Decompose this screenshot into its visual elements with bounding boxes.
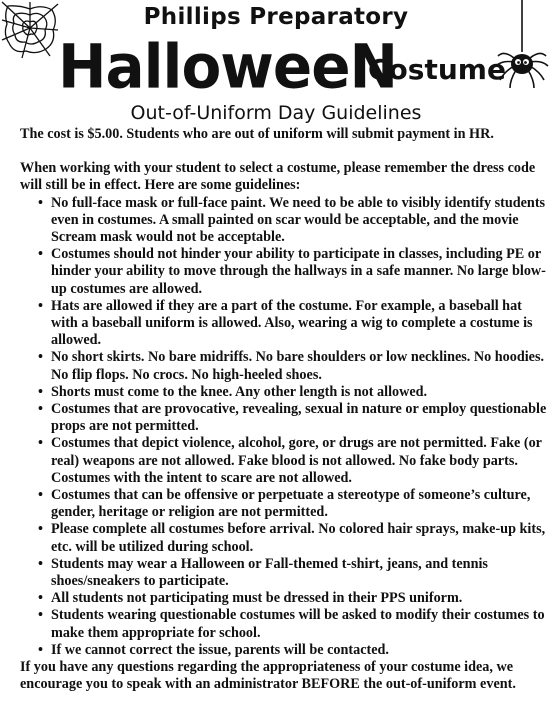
title-row [58,30,506,103]
list-item: • Costumes that are provocative, revealing, sexual in nature or employ questionable props are not permitted. [38,401,547,435]
bullet-icon: • [38,401,43,418]
costume-title: Costume [368,53,506,86]
list-item: • Costumes should not hinder your ability to participate in classes, including PE or hinder your ability to move through the hallways in a safe manner. No large blow-up costumes are allowed. [38,246,546,297]
bullet-icon: • [38,194,43,211]
bullet-icon: • [38,487,43,504]
paragraph-gap [20,143,548,160]
bullet-icon: • [38,641,43,658]
school-name: Phillips Preparatory [143,4,409,30]
list-item: • Hats are allowed if they are a part of the costume. For example, a baseball hat with a baseball uniform is allowed. Also, wearing a wig to complete a costume is allowed. [38,297,533,349]
intro-paragraph: When working with your student to select a costume, please remember the dress code will still be in effect. Here are some guidelines: [20,160,536,194]
bullet-icon: • [38,555,43,572]
bullet-icon: • [38,521,43,538]
bullet-icon: • [38,383,43,400]
list-item: • Students wearing questionable costumes will be asked to modify their costumes to make them appropriate for school. [38,607,545,641]
bullet-icon: • [38,607,43,624]
list-item: • If we cannot correct the issue, parents will be contacted. [38,641,389,658]
guidelines-body [20,126,548,694]
list-item: • Students may wear a Halloween or Fall-themed t-shirt, jeans, and tennis shoes/sneakers to participate. [38,555,488,590]
page-subtitle: Out-of-Uniform Day Guidelines [130,102,422,124]
list-item: • Costumes that can be offensive or perpetuate a stereotype of someone’s culture, gender, heritage or religion are not permitted. [38,487,531,521]
closing-paragraph: If you have any questions regarding the appropriateness of your costume idea, we encourage you to speak with an administrator BEFORE the out-of-uniform event. [20,659,516,693]
bullet-icon: • [38,435,43,452]
list-item: • Costumes that depict violence, alcohol, gore, or drugs are not permitted. Fake (or real) weapons are not allowed. Fake blood is not allowed. No fake body parts. Costumes with the intent to scare are not allowed. [38,435,542,486]
bullet-icon: • [38,349,43,366]
bullet-icon: • [38,297,43,314]
bullet-icon: • [38,590,43,607]
list-item: • No short skirts. No bare midriffs. No bare shoulders or low necklines. No hoodies. No flip flops. No crocs. No high-heeled shoes. [38,349,545,383]
bullet-icon: • [38,246,43,263]
list-item: • Please complete all costumes before arrival. No colored hair sprays, make-up kits, etc. will be utilized during school. [38,521,546,555]
list-item: • All students not participating must be dressed in their PPS uniform. [38,590,463,607]
halloween-title: HalloweeN [58,31,398,103]
guideline-list [20,195,548,659]
cost-statement: The cost is $5.00. Students who are out of uniform will submit payment in HR. [20,126,494,142]
list-item: • Shorts must come to the knee. Any other length is not allowed. [38,383,428,400]
list-item: • No full-face mask or full-face paint. We need to be able to visibly identify students even in costumes. A small painted on scar would be acceptable, and the movie Scream mask would not be acceptable. [38,194,546,246]
